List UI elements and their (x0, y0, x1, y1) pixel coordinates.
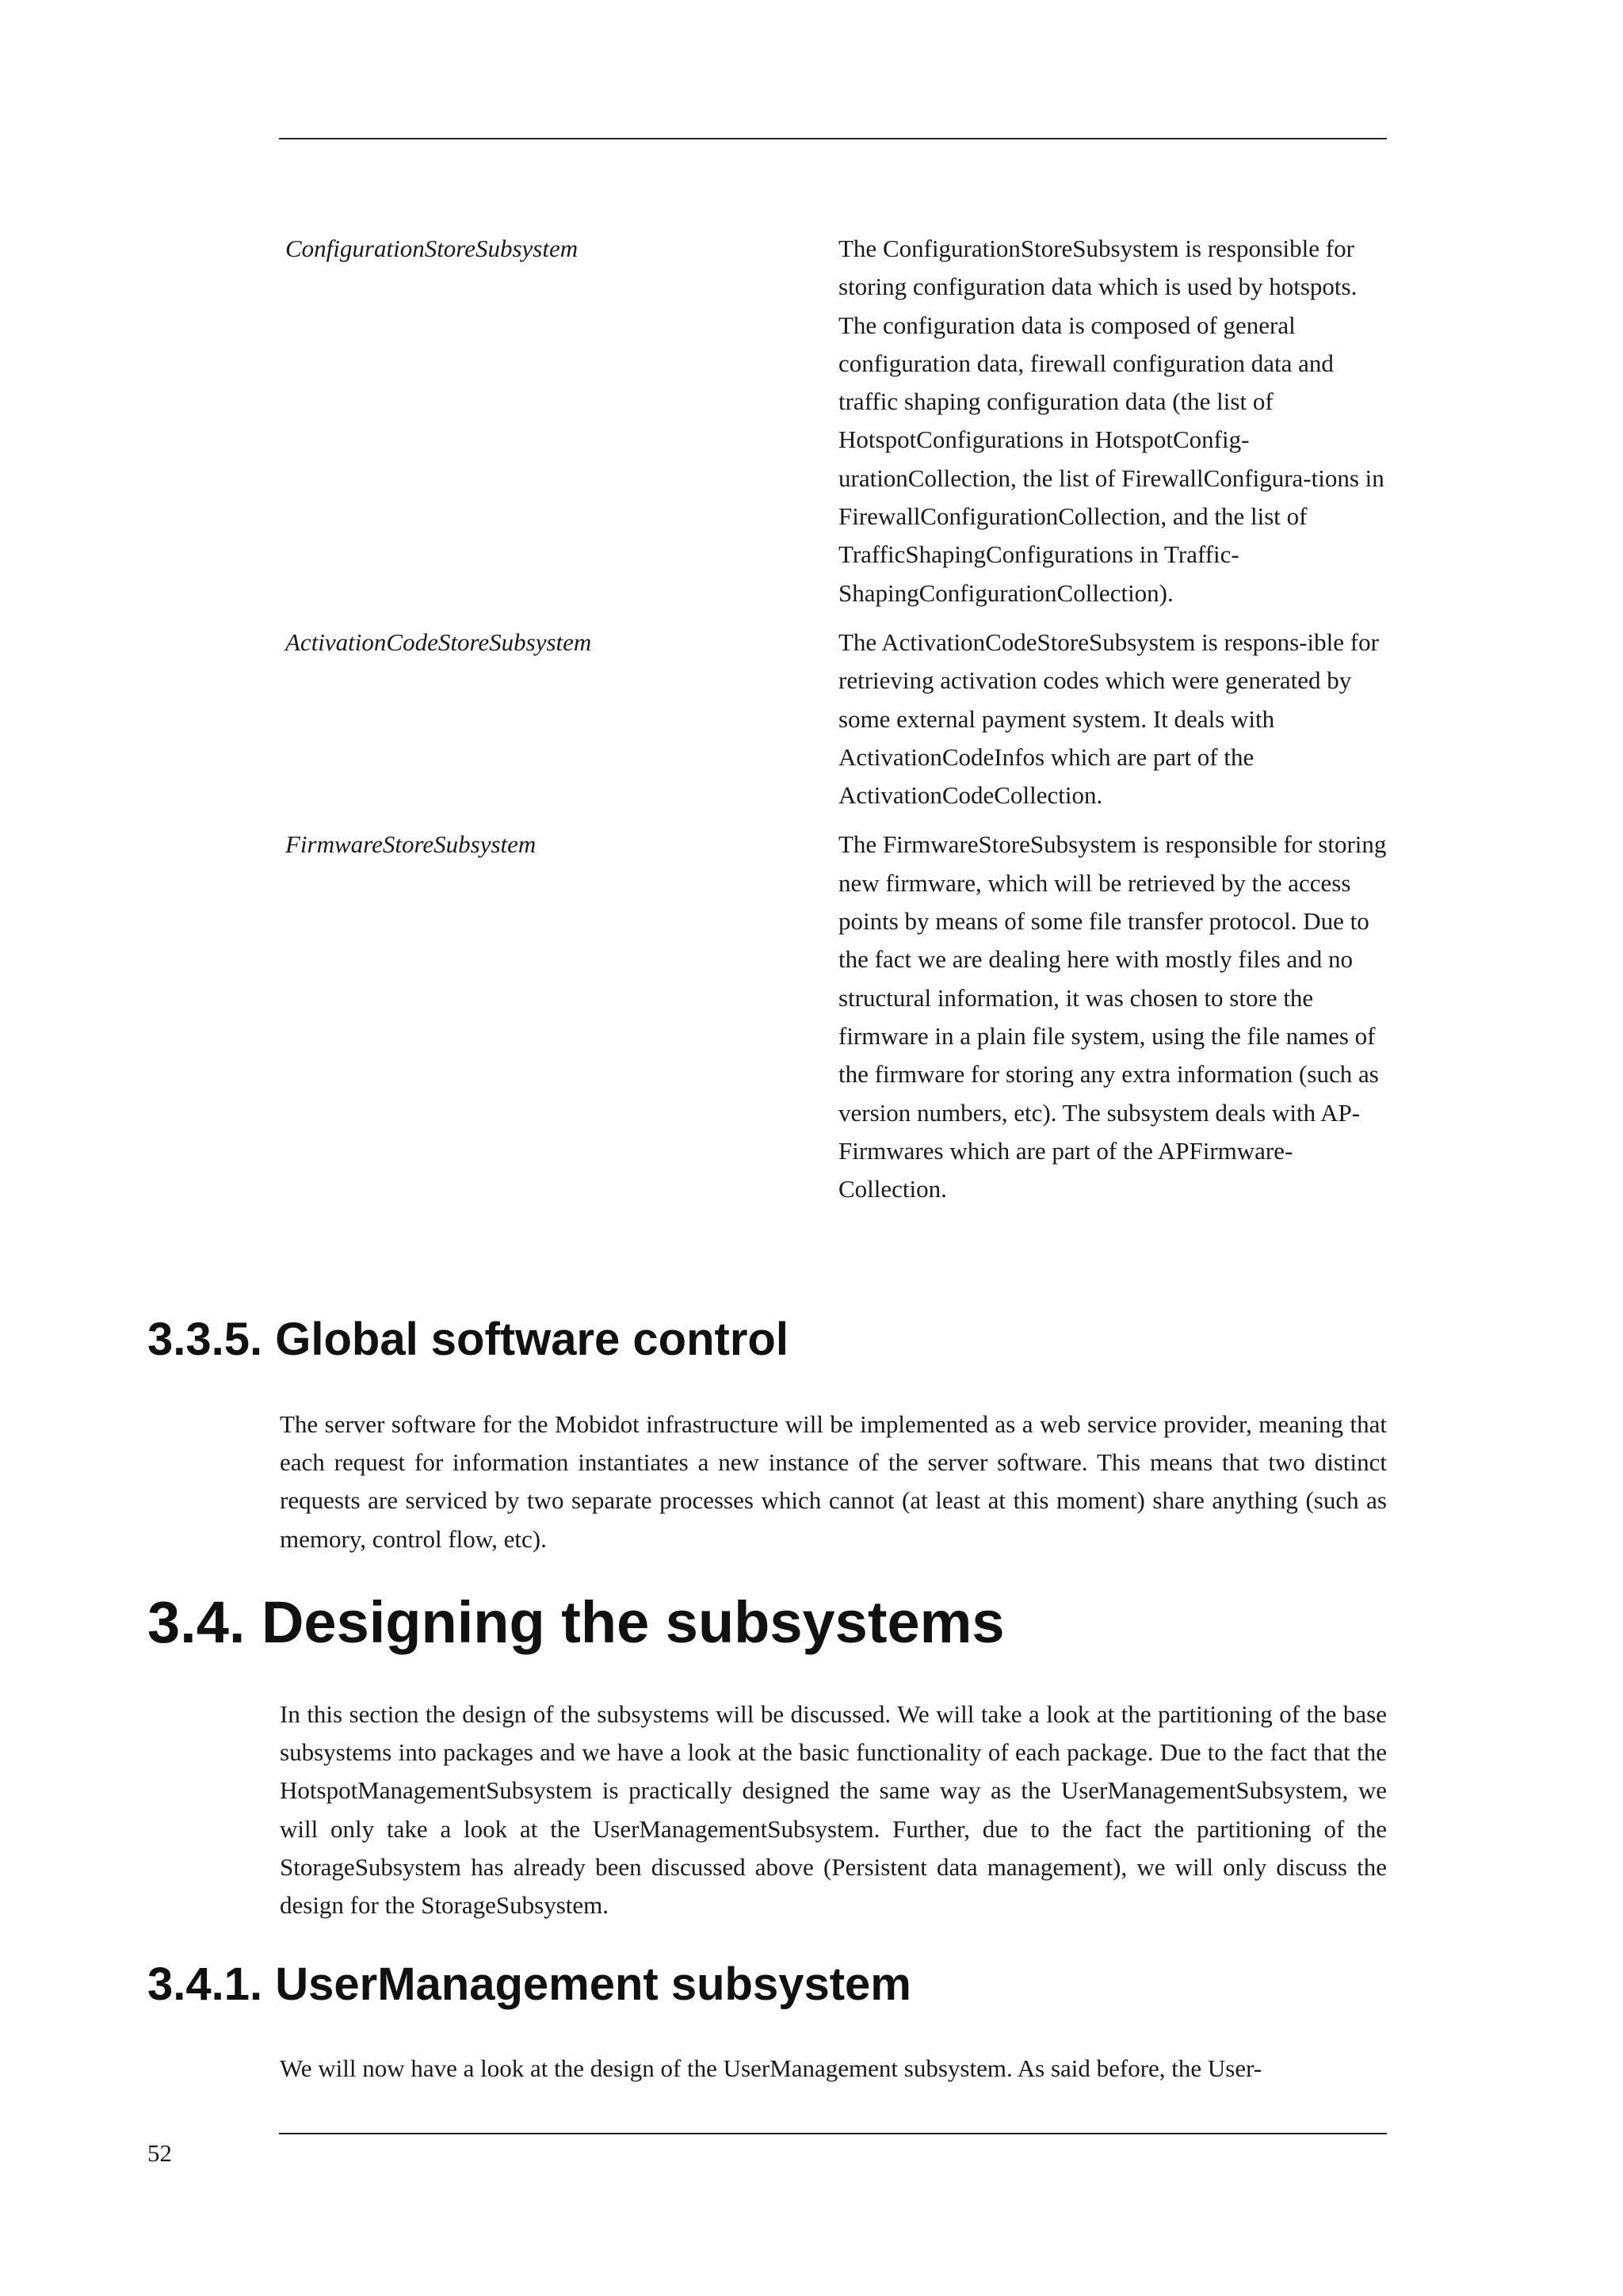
section-heading-usermanagement-subsystem: 3.4.1. UserManagement subsystem (147, 1958, 911, 2010)
definition-term: FirmwareStoreSubsystem (285, 830, 537, 859)
definition-description: The ConfigurationStoreSubsystem is responsible for storing configuration data which is used by hotspots. The configuration data is composed of general configuration data, firewall configuration data and traffic shaping configuration data (the list of HotspotConfigurations in HotspotConfig-urationCollection, the list of FirewallConfigura-tions in FirewallConfigurationCollection, and the list of TrafficShapingConfigurations in Traffic-ShapingConfigurationCollection). (838, 235, 1384, 607)
section-heading-global-software-control: 3.3.5. Global software control (147, 1314, 789, 1365)
definition-term: ConfigurationStoreSubsystem (285, 235, 579, 262)
section-heading-designing-subsystems: 3.4. Designing the subsystems (147, 1589, 1005, 1655)
definition-term: ActivationCodeStoreSubsystem (285, 627, 592, 656)
definition-row (285, 624, 1388, 814)
definition-description: The FirmwareStoreSubsystem is responsible for storing new firmware, which will be retrieved by the access points by means of some file transfer protocol. Due to the fact we are dealing here with mostly files and no structural information, it was chosen to store the firmware in a plain file system, using the file names of the firmware for storing any extra information (such as version numbers, etc). The subsystem deals with AP-Firmwares which are part of the APFirmware-Collection. (838, 830, 1387, 1203)
paragraph-usermanagement-subsystem: We will now have a look at the design of the UserManagement subsystem. As said before, the User- (280, 2054, 1262, 2082)
footer-rule (279, 2133, 1387, 2134)
subsystem-definition-list (285, 230, 1388, 1219)
paragraph-global-software-control: The server software for the Mobidot infrastructure will be implemented as a web service provider, meaning that each request for information instantiates a new instance of the server software. This means that two distinct requests are serviced by two separate processes which cannot (at least at this moment) share anything (such as memory, control flow, etc). (280, 1410, 1387, 1553)
header-rule (279, 138, 1387, 139)
paragraph-designing-subsystems: In this section the design of the subsystems will be discussed. We will take a look at the partitioning of the base subsystems into packages and we have a look at the basic functionality of each package. Due to the fact that the HotspotManagementSubsystem is practically designed the same way as the UserManagementSubsystem, we will only take a look at the UserManagementSubsystem. Further, due to the fact the partitioning of the StorageSubsystem has already been discussed above (Persistent data management), we will only discuss the design for the StorageSubsystem. (280, 1700, 1387, 1920)
page-number: 52 (147, 2139, 172, 2167)
definition-row (285, 230, 1388, 612)
definition-description: The ActivationCodeStoreSubsystem is respons-ible for retrieving activation codes which were generated by some external payment system. It deals with ActivationCodeInfos which are part of the ActivationCodeCollection. (838, 627, 1379, 810)
definition-row (285, 826, 1388, 1208)
